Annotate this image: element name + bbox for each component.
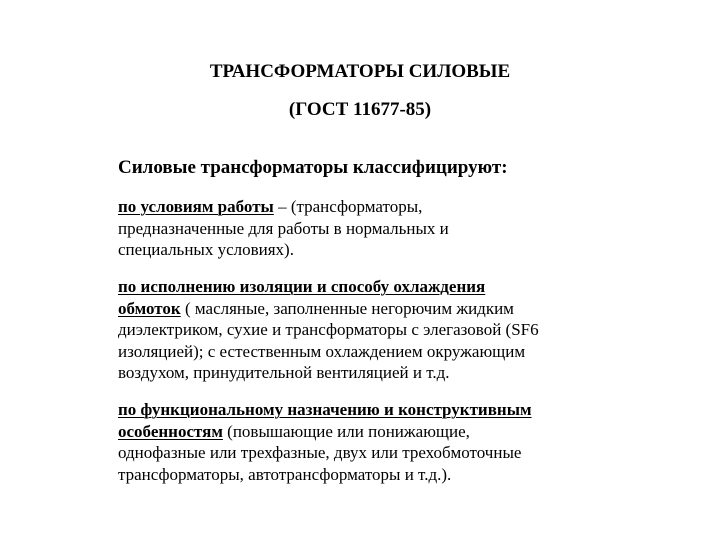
item-line: воздухом, принудительной вентиляцией и т.д. — [118, 363, 450, 382]
item-line — [118, 399, 532, 421]
item-line — [118, 421, 532, 443]
item-line: диэлектриком, сухие и трансформаторы с элегазовой (SF6 — [118, 320, 539, 339]
classification-intro: Силовые трансформаторы классифицируют: — [118, 157, 508, 178]
classification-item-function-design — [118, 399, 532, 485]
item-line — [118, 298, 539, 320]
item-heading: по исполнению изоляции и способу охлаждения — [118, 277, 486, 296]
classification-item-working-conditions — [118, 196, 449, 261]
item-heading: по условиям работы — [118, 197, 274, 216]
item-heading: по функциональному назначению и конструктивным — [118, 400, 532, 419]
item-line: специальных условиях). — [118, 240, 294, 259]
item-heading: обмоток — [118, 298, 181, 318]
item-line: трансформаторы, автотрансформаторы и т.д.). — [118, 464, 452, 484]
item-text: – (трансформаторы, — [273, 197, 423, 216]
item-line: предназначенные для работы в нормальных и — [118, 218, 449, 238]
item-line: изоляцией); с естественным охлаждением окружающим — [118, 341, 526, 361]
item-line: однофазные или трехфазные, двух или трехобмоточные — [118, 443, 522, 462]
item-line — [118, 276, 539, 298]
item-heading: особенностям — [118, 421, 223, 441]
classification-item-insulation-cooling — [118, 276, 539, 384]
item-line — [118, 196, 449, 218]
page-title: ТРАНСФОРМАТОРЫ СИЛОВЫЕ — [209, 61, 511, 82]
item-text: ( масляные, заполненные негорючим жидким — [180, 298, 514, 318]
page-subtitle: (ГОСТ 11677-85) — [288, 99, 432, 120]
item-text: (повышающие или понижающие, — [222, 421, 470, 441]
